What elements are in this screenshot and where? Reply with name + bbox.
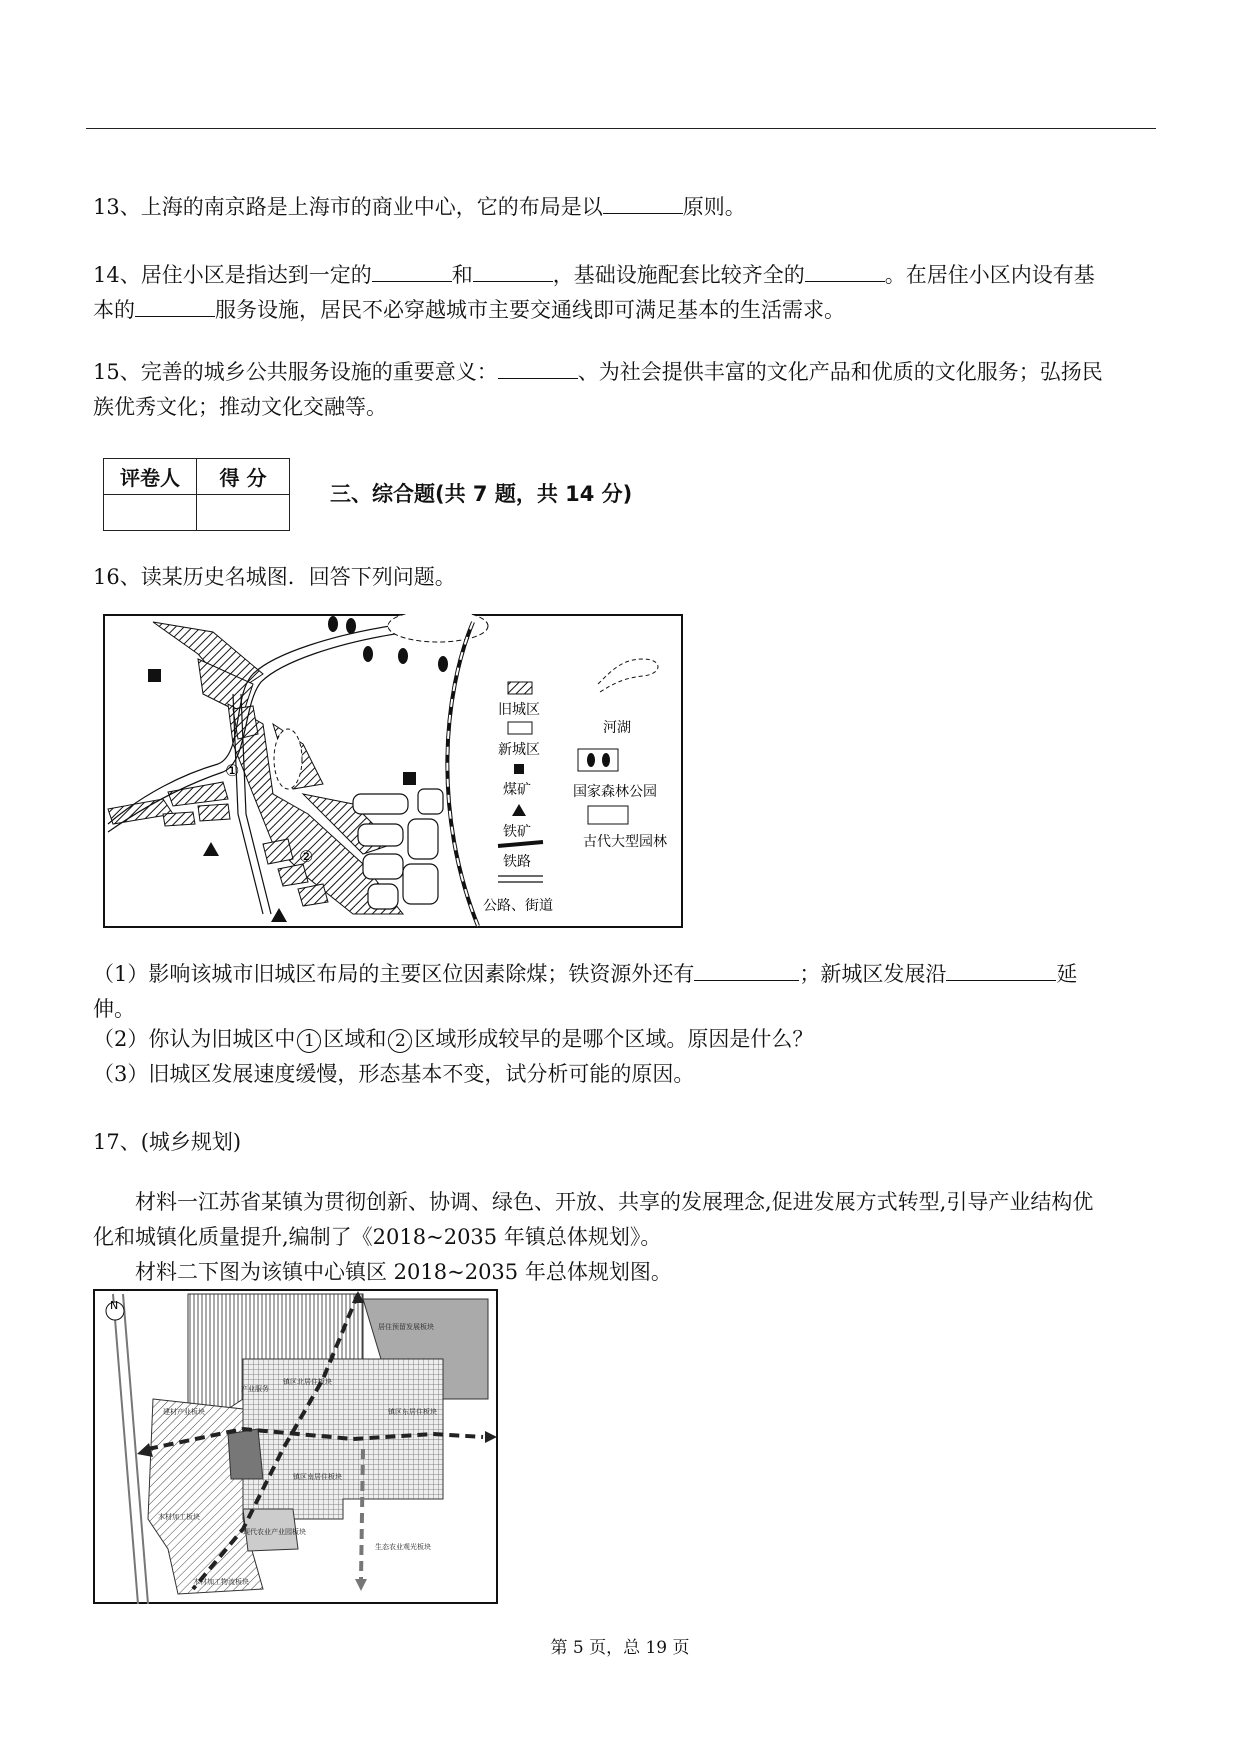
svg-text:镇区东居住板块: 镇区东居住板块	[388, 1408, 437, 1416]
q16-sub1-text: （1）影响该城市旧城区布局的主要区位因素除煤；铁资源外还有	[93, 962, 695, 986]
q15-text: 、为社会提供丰富的文化产品和优质的文化服务；弘扬民	[577, 360, 1103, 384]
svg-text:木材加工板块: 木材加工板块	[158, 1513, 200, 1521]
region-1-marker: 1	[297, 1029, 321, 1053]
region-2-label: ②	[299, 847, 314, 866]
q16-sub1-text: 伸。	[93, 997, 135, 1021]
header-rule	[86, 128, 1156, 129]
legend-coal: 煤矿	[503, 782, 531, 798]
answer-blank[interactable]	[805, 259, 885, 282]
q16-sub1-text: ；新城区发展沿	[799, 962, 947, 986]
q14-text: 和	[451, 263, 473, 287]
answer-blank[interactable]	[694, 958, 799, 981]
legend-forest: 国家森林公园	[573, 784, 657, 800]
answer-blank[interactable]	[473, 259, 553, 282]
legend-road: 公路、街道	[483, 898, 553, 914]
region-2-marker: 2	[388, 1029, 412, 1053]
reviewer-header: 评卷人	[104, 459, 197, 495]
legend-railway: 铁路	[503, 854, 531, 870]
score-header: 得 分	[197, 459, 290, 495]
reviewer-cell[interactable]	[104, 495, 197, 531]
answer-blank[interactable]	[603, 191, 683, 214]
svg-text:镇区北居住板块: 镇区北居住板块	[283, 1378, 332, 1386]
town-planning-map	[93, 1289, 498, 1604]
q16-sub1	[93, 957, 1153, 1027]
score-cell[interactable]	[197, 495, 290, 531]
svg-text:现代农业产业园板块: 现代农业产业园板块	[243, 1528, 306, 1536]
question-14	[93, 258, 1153, 328]
coal-mine-marker	[403, 772, 416, 785]
q17-material-1-text: 材料一江苏省某镇为贯彻创新、协调、绿色、开放、共享的发展理念,促进发展方式转型,引导产业结构优	[135, 1190, 1094, 1214]
north-arrow-icon: N	[110, 1299, 119, 1312]
q16-sub2-text: （2）你认为旧城区中	[93, 1027, 296, 1051]
q15-text: 15、完善的城乡公共服务设施的重要意义：	[93, 360, 498, 384]
section-title: 三、综合题(共 7 题，共 14 分)	[330, 482, 633, 506]
q16-sub3: （3）旧城区发展速度缓慢，形态基本不变，试分析可能的原因。	[93, 1062, 695, 1086]
svg-text:生态农业观光板块: 生态农业观光板块	[375, 1543, 431, 1551]
q17-title: 17、(城乡规划)	[93, 1130, 242, 1154]
question-15	[93, 355, 1153, 425]
svg-text:居住预留发展板块: 居住预留发展板块	[378, 1323, 434, 1331]
legend-old-city-swatch	[508, 682, 532, 694]
q17-material-1	[93, 1185, 1153, 1220]
q17-material-2	[93, 1255, 1153, 1290]
legend-new-city: 新城区	[498, 742, 540, 758]
svg-text:建材产业板块: 建材产业板块	[163, 1408, 205, 1416]
answer-blank[interactable]	[498, 356, 578, 379]
lake	[388, 614, 488, 642]
q17-material-2-text: 材料二下图为该镇中心镇区 2018~2035 年总体规划图。	[135, 1260, 672, 1284]
region-1-label: ①	[225, 761, 240, 780]
answer-blank[interactable]	[946, 958, 1056, 981]
legend-old-city: 旧城区	[498, 702, 540, 718]
garden-marker	[274, 729, 302, 789]
q13-text: 13、上海的南京路是上海市的商业中心，它的布局是以	[93, 195, 603, 219]
svg-text:木材加工物流板块: 木材加工物流板块	[193, 1578, 249, 1586]
legend-garden: 古代大型园林	[583, 834, 667, 850]
legend-new-city-swatch	[508, 722, 532, 734]
q14-text: 本的	[93, 298, 135, 322]
q14-text: 。在居住小区内设有基	[884, 263, 1095, 287]
q16-sub2	[93, 1022, 1153, 1057]
score-table	[103, 458, 290, 531]
q14-text: 14、居住小区是指达到一定的	[93, 263, 372, 287]
question-13	[93, 190, 1153, 225]
q17-material-1-cont: 化和城镇化质量提升,编制了《2018~2035 年镇总体规划》。	[93, 1225, 662, 1249]
legend-iron: 铁矿	[503, 824, 531, 840]
legend-river: 河湖	[603, 720, 631, 736]
coal-mine-marker	[148, 669, 161, 682]
page-footer: 第 5 页，总 19 页	[550, 1638, 690, 1658]
q16-sub2-text: 区域和	[323, 1027, 387, 1051]
q14-text: ，基础设施配套比较齐全的	[552, 263, 805, 287]
q16-sub2-text: 区域形成较早的是哪个区域。原因是什么？	[414, 1027, 814, 1051]
q15-text: 族优秀文化；推动文化交融等。	[93, 395, 387, 419]
svg-text:镇区南居住板块: 镇区南居住板块	[293, 1473, 342, 1481]
answer-blank[interactable]	[372, 259, 452, 282]
svg-text:产业服务: 产业服务	[241, 1385, 269, 1393]
q16-sub1-text: 延	[1056, 962, 1078, 986]
q14-text: 服务设施，居民不必穿越城市主要交通线即可满足基本的生活需求。	[215, 298, 845, 322]
q13-text-end: 原则。	[682, 195, 746, 219]
answer-blank[interactable]	[135, 294, 215, 317]
q16-title: 16、读某历史名城图．回答下列问题。	[93, 565, 456, 589]
historic-city-map	[103, 614, 683, 928]
